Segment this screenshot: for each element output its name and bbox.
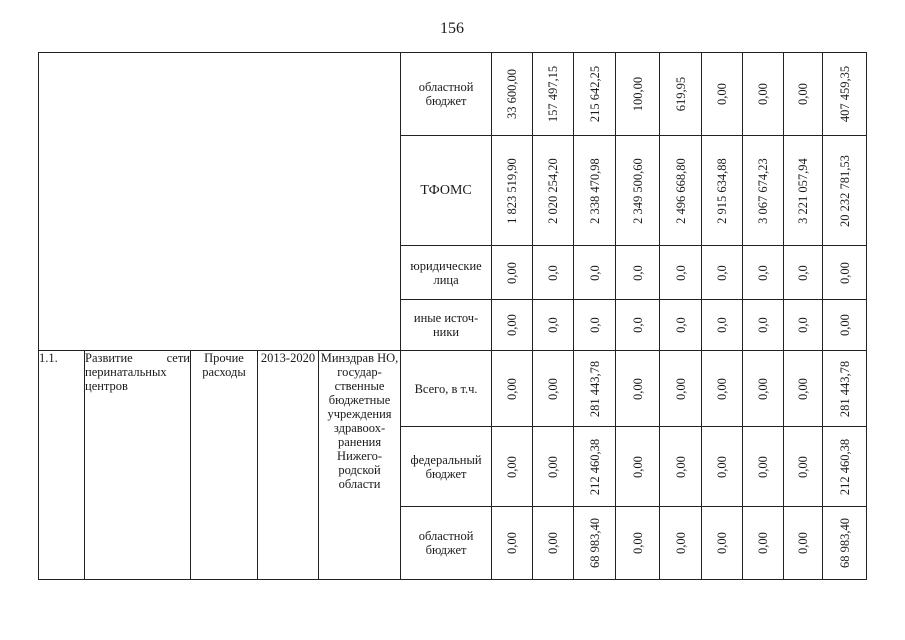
value-cell: 0,00 xyxy=(743,351,784,427)
source-cell: ТФОМС xyxy=(401,136,492,246)
total-cell: 0,00 xyxy=(823,300,867,351)
value-cell: 0,0 xyxy=(743,300,784,351)
total-cell: 212 460,38 xyxy=(823,427,867,507)
value-cell: 0,00 xyxy=(784,427,823,507)
source-cell: федеральный бюджет xyxy=(401,427,492,507)
table-row xyxy=(39,53,867,136)
value-cell: 0,00 xyxy=(492,427,533,507)
item-code: 1.1. xyxy=(39,351,85,580)
item-period: 2013-2020 xyxy=(258,351,319,580)
value-cell: 3 221 057,94 xyxy=(784,136,823,246)
value-cell: 0,00 xyxy=(616,427,660,507)
value-cell: 0,0 xyxy=(574,300,616,351)
value-cell: 0,00 xyxy=(702,53,743,136)
source-cell: Всего, в т.ч. xyxy=(401,351,492,427)
value-cell: 0,00 xyxy=(492,300,533,351)
item-name: Развитие сети перинатальных центров xyxy=(85,351,191,580)
value-cell: 281 443,78 xyxy=(574,351,616,427)
source-cell: областной бюджет xyxy=(401,53,492,136)
value-cell: 0,00 xyxy=(784,53,823,136)
total-cell: 281 443,78 xyxy=(823,351,867,427)
empty-merged-cell xyxy=(39,53,401,351)
expense-type: Прочие расходы xyxy=(191,351,258,580)
value-cell: 2 496 668,80 xyxy=(660,136,702,246)
value-cell: 0,0 xyxy=(616,246,660,300)
source-cell: иные источ-ники xyxy=(401,300,492,351)
page-number: 156 xyxy=(440,20,464,37)
value-cell: 0,00 xyxy=(784,351,823,427)
value-cell: 0,00 xyxy=(533,351,574,427)
value-cell: 0,00 xyxy=(743,427,784,507)
value-cell: 100,00 xyxy=(616,53,660,136)
table-row xyxy=(39,351,867,427)
value-cell: 0,0 xyxy=(702,300,743,351)
value-cell: 0,00 xyxy=(616,507,660,580)
value-cell: 0,00 xyxy=(743,507,784,580)
source-cell: юридические лица xyxy=(401,246,492,300)
value-cell: 0,0 xyxy=(660,246,702,300)
source-cell: областной бюджет xyxy=(401,507,492,580)
value-cell: 157 497,15 xyxy=(533,53,574,136)
value-cell: 0,00 xyxy=(660,507,702,580)
value-cell: 619,95 xyxy=(660,53,702,136)
value-cell: 0,0 xyxy=(784,246,823,300)
value-cell: 0,00 xyxy=(660,351,702,427)
value-cell: 2 915 634,88 xyxy=(702,136,743,246)
value-cell: 0,00 xyxy=(784,507,823,580)
value-cell: 0,0 xyxy=(784,300,823,351)
value-cell: 0,00 xyxy=(702,507,743,580)
value-cell: 0,00 xyxy=(660,427,702,507)
value-cell: 2 349 500,60 xyxy=(616,136,660,246)
value-cell: 33 600,00 xyxy=(492,53,533,136)
value-cell: 1 823 519,90 xyxy=(492,136,533,246)
value-cell: 2 020 254,20 xyxy=(533,136,574,246)
value-cell: 0,0 xyxy=(743,246,784,300)
value-cell: 68 983,40 xyxy=(574,507,616,580)
budget-table xyxy=(38,52,867,580)
value-cell: 0,00 xyxy=(702,351,743,427)
value-cell: 0,0 xyxy=(616,300,660,351)
total-cell: 68 983,40 xyxy=(823,507,867,580)
value-cell: 0,00 xyxy=(492,351,533,427)
value-cell: 0,00 xyxy=(743,53,784,136)
value-cell: 0,00 xyxy=(492,507,533,580)
value-cell: 3 067 674,23 xyxy=(743,136,784,246)
value-cell: 0,00 xyxy=(492,246,533,300)
total-cell: 20 232 781,53 xyxy=(823,136,867,246)
total-cell: 407 459,35 xyxy=(823,53,867,136)
value-cell: 0,00 xyxy=(533,427,574,507)
item-executor: Минздрав НО, государ-ственные бюджетные учреждения здравоох-ранения Нижего-родской области xyxy=(319,351,401,580)
value-cell: 215 642,25 xyxy=(574,53,616,136)
total-cell: 0,00 xyxy=(823,246,867,300)
value-cell: 0,0 xyxy=(574,246,616,300)
value-cell: 0,0 xyxy=(533,246,574,300)
value-cell: 0,00 xyxy=(616,351,660,427)
value-cell: 0,00 xyxy=(702,427,743,507)
value-cell: 0,0 xyxy=(702,246,743,300)
value-cell: 0,00 xyxy=(533,507,574,580)
value-cell: 0,0 xyxy=(533,300,574,351)
value-cell: 2 338 470,98 xyxy=(574,136,616,246)
value-cell: 212 460,38 xyxy=(574,427,616,507)
value-cell: 0,0 xyxy=(660,300,702,351)
